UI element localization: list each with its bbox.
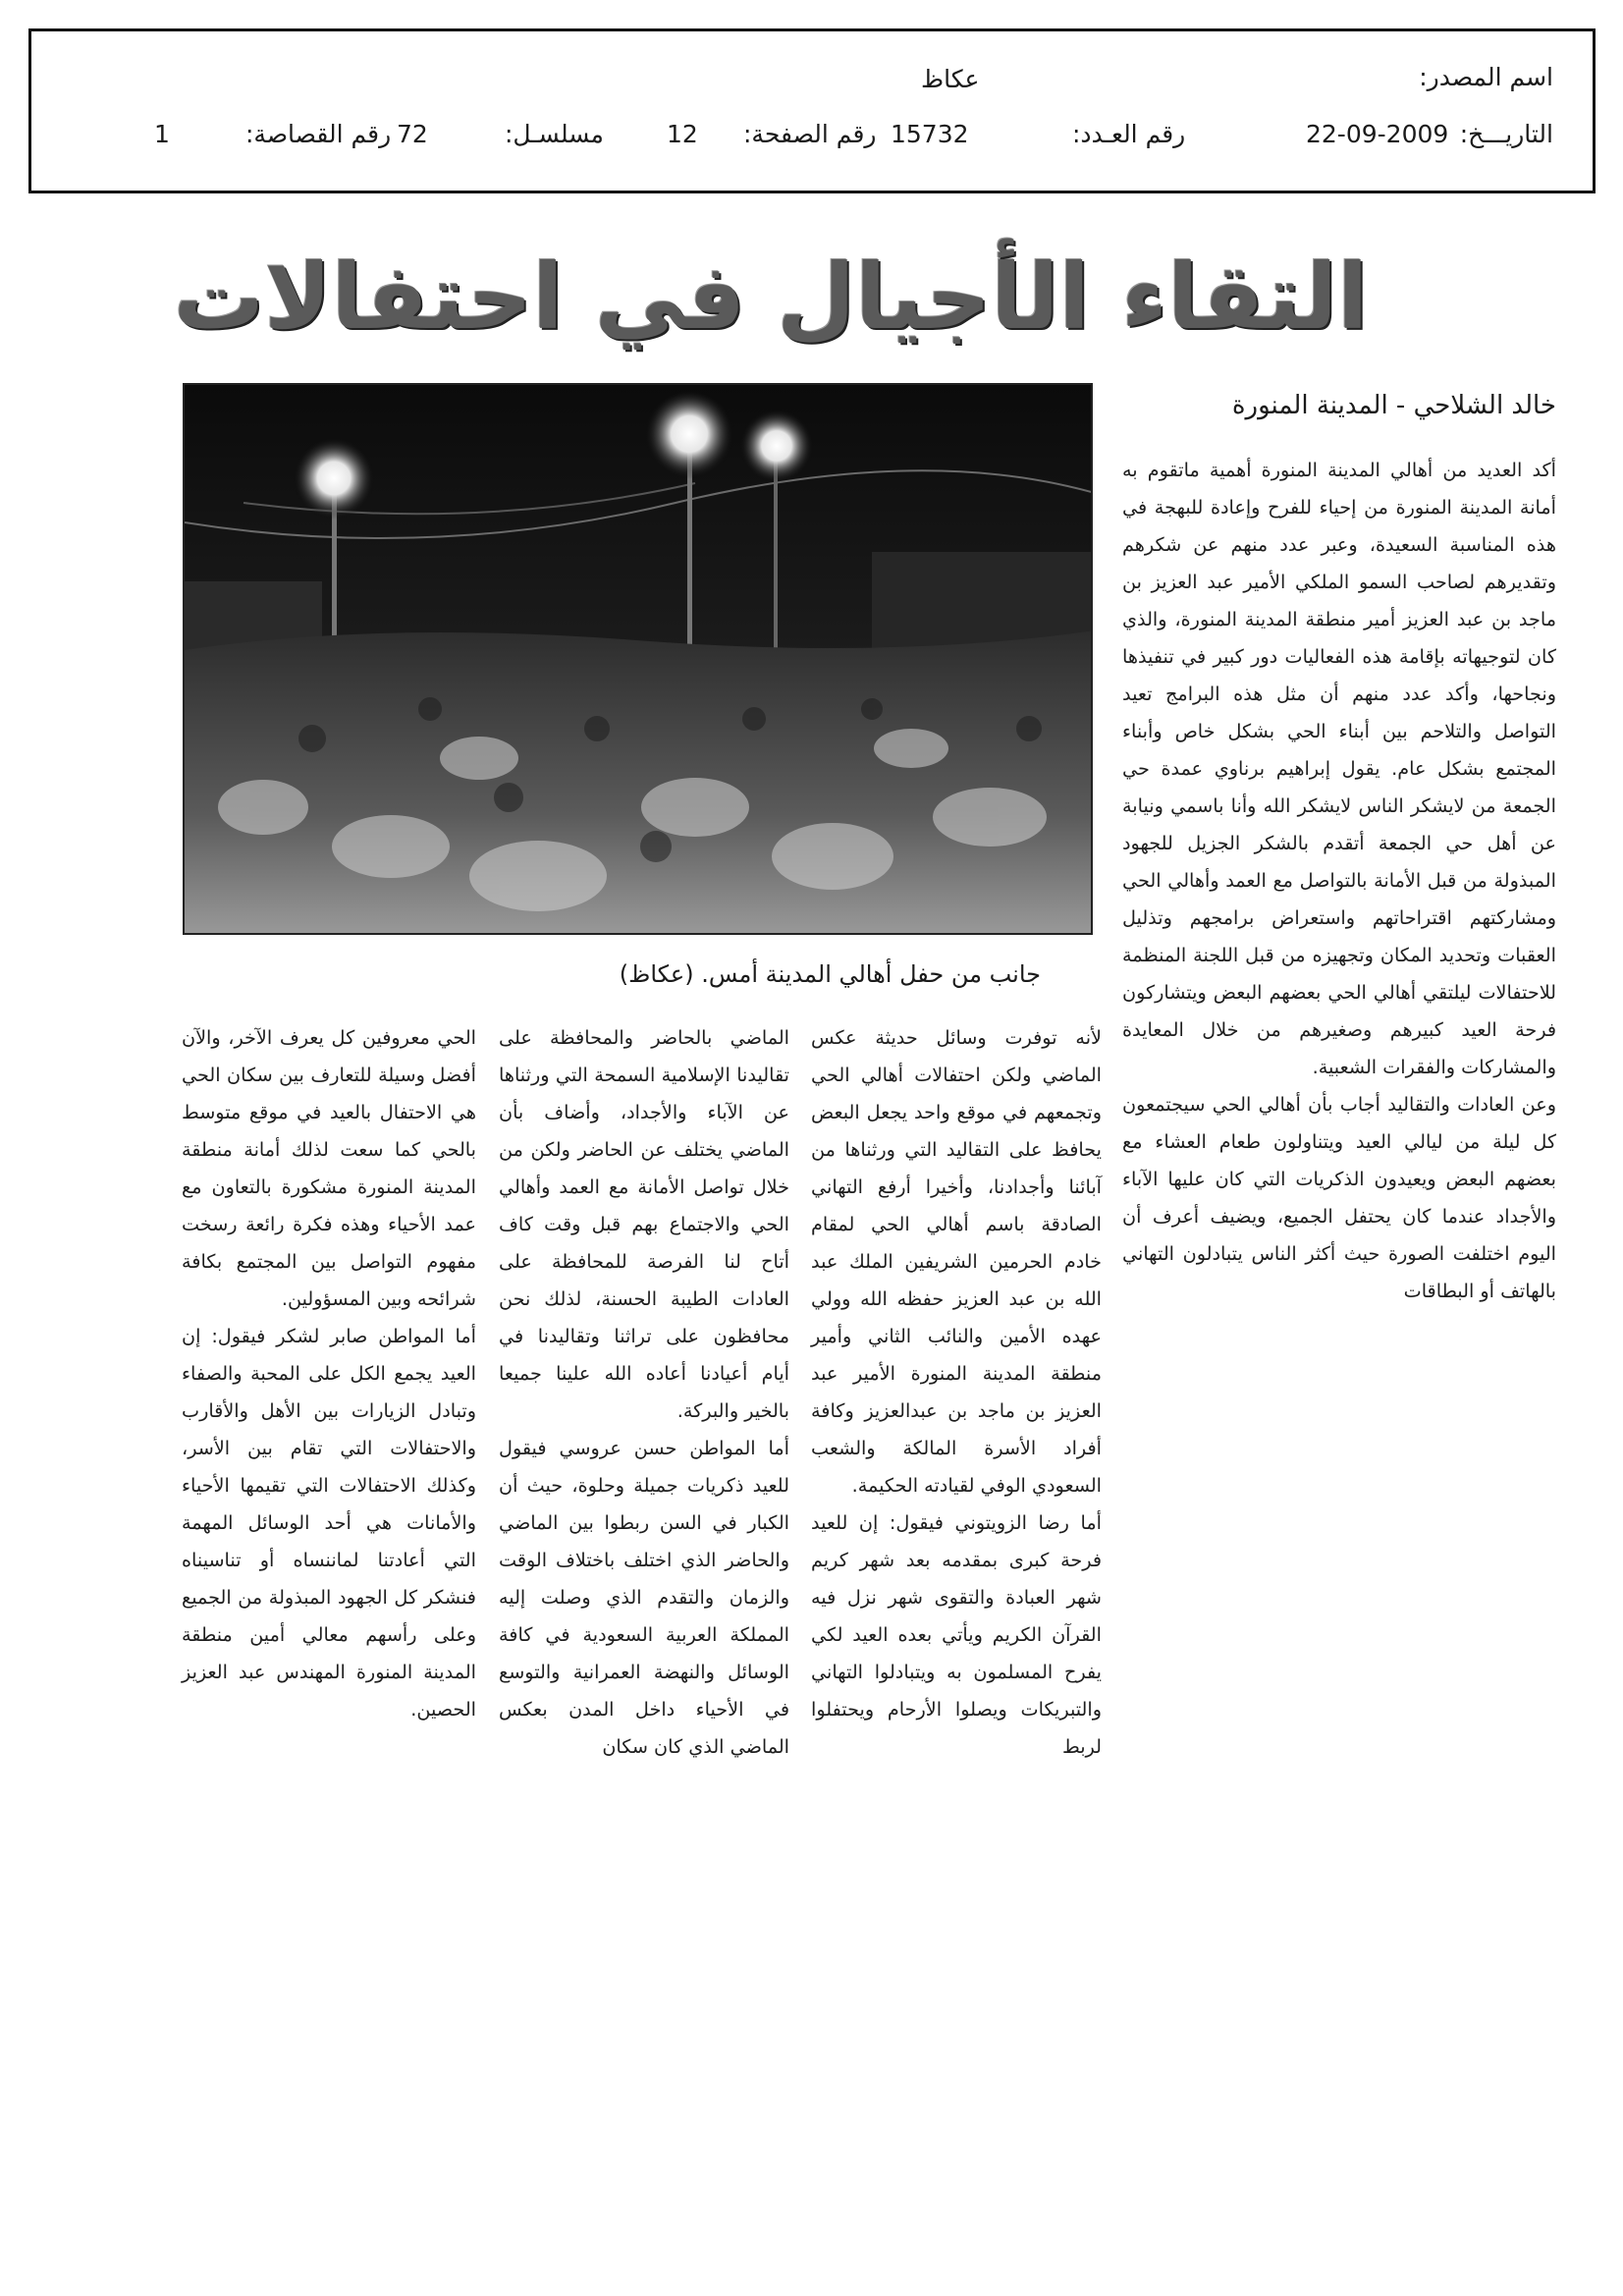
clip-label: رقم القصاصة: [245,120,392,148]
page-label: رقم الصفحة: [743,120,877,148]
source-label: اسم المصدر: [1419,63,1553,91]
serial-label: مسلسـل: [505,120,604,148]
date-label: التاريـــخ: [1459,120,1553,148]
issue-value: 15732 [891,120,969,148]
date-value: 22-09-2009 [1306,120,1449,148]
paragraph: أما رضا الزويتوني فيقول: إن للعيد فرحة كبرى بمقدمه بعد شهر كريم شهر العبادة والتقوى شهر نزل فيه القرآن الكريم ويأتي بعده العيد لكي يفرح المسلمون به ويتبادلوا التهاني والتبريكات ويصلوا الأرحام ويحتفلوا لربط [811,1511,1102,1758]
paragraph: وعن العادات والتقاليد أجاب بأن أهالي الحي سيجتمعون كل ليلة من ليالي العيد ويتناولون طعام العشاء مع بعضهم البعض ويعيدون الذكريات التي كان عليها الآباء والأجداد عندما كان يحتفل الجميع، ويضيف أعرف أن اليوم اختلفت الصورة حيث أكثر الناس يتبادلون التهاني بالهاتف أو البطاقات [1122,1093,1556,1302]
source-value: عكاظ [921,65,980,93]
paragraph: الماضي بالحاضر والمحافظة على تقاليدنا الإسلامية السمحة التي ورثناها عن الآباء والأجداد، وأضاف بأن الماضي يختلف عن الحاضر ولكن من خلال تواصل الأمانة مع العمد وأهالي الحي والاجتماع بهم قبل وقت كاف أتاح لنا الفرصة للمحافظة على العادات الطيبة الحسنة، لذلك نحن محافظون على تراثنا وتقاليدنا في أيام أعيادنا أعاده الله علينا جميعا بالخير والبركة. [499,1026,789,1422]
serial-value: 72 [397,120,428,148]
clip-value: 1 [154,120,170,148]
paragraph: لأنه توفرت وسائل حديثة عكس الماضي ولكن احتفالات أهالي الحي وتجمعهم في موقع واحد يجعل البعض يحافظ على التقاليد التي ورثناها من آبائنا وأجدادنا، وأخيرا أرفع التهاني الصادقة باسم أهالي الحي لمقام خادم الحرمين الشريفين الملك عبد الله بن عبد العزيز حفظه الله وولي عهده الأمين والنائب الثاني وأمير منطقة المدينة المنورة الأمير عبد العزيز بن ماجد بن عبدالعزيز وكافة أفراد الأسرة المالكة والشعب السعودي الوفي لقيادته الحكيمة. [811,1026,1102,1497]
article-column-1 [1122,452,1556,1310]
paragraph: أكد العديد من أهالي المدينة المنورة أهمية ماتقوم به أمانة المدينة المنورة من إحياء للفرح وإعادة للبهجة في هذه المناسبة السعيدة، وعبر عدد منهم عن شكرهم وتقديرهم لصاحب السمو الملكي الأمير عبد العزيز بن ماجد بن عبد العزيز أمير منطقة المدينة المنورة، والذي كان لتوجيهاته بإقامة هذه الفعاليات دور كبير في تنفيذها ونجاحها، وأكد عدد منهم أن مثل هذه البرامج تعيد التواصل والتلاحم بين أبناء الحي بشكل خاص وأبناء المجتمع بشكل عام. يقول إبراهيم برناوي عمدة حي الجمعة من لايشكر الناس لايشكر الله وأنا باسمي ونيابة عن أهل حي الجمعة أتقدم بالشكر الجزيل للجهود المبذولة من قبل الأمانة بالتواصل مع العمد وأهالي الحي ومشاركتهم اقتراحاتهم واستعراض برامجهم وتذليل العقبات وتحديد المكان وتجهيزه من قبل اللجنة المنظمة للاحتفالات ليلتقي أهالي الحي بعضهم البعض ويتشاركون فرحة العيد كبيرهم وصغيرهم من خلال المعايدة والمشاركات والفقرات الشعبية. [1122,459,1556,1078]
celebration-photo [183,383,1093,935]
article-headline: التقاء الأجيال في احتفالات [173,245,1369,350]
article-column-4 [182,1019,476,1728]
paragraph: أما المواطن صابر لشكر فيقول: إن العيد يجمع الكل على المحبة والصفاء وتبادل الزيارات بين الأهل والأقارب والاحتفالات التي تقام بين الأسر، وكذلك الاحتفالات التي تقيمها الأحياء والأمانات هي أحد الوسائل المهمة التي أعادتنا لماننساه أو تناسيناه فنشكر كل الجهود المبذولة من الجميع وعلى رأسهم معالي أمين منطقة المدينة المنورة المهندس عبد العزيز الحصين. [182,1325,476,1721]
photo-caption: جانب من حفل أهالي المدينة أمس. (عكاظ) [619,960,1041,988]
article-column-2 [811,1019,1102,1766]
paragraph: الحي معروفين كل يعرف الآخر، والآن أفضل وسيلة للتعارف بين سكان الحي هي الاحتفال بالعيد في موقع متوسط بالحي كما سعت لذلك أمانة منطقة المدينة المنورة مشكورة بالتعاون مع عمد الأحياء وهذه فكرة رائعة رسخت مفهوم التواصل بين المجتمع بكافة شرائحه وبين المسؤولين. [182,1026,476,1310]
article-byline: خالد الشلاحي - المدينة المنورة [1231,391,1556,420]
issue-label: رقم العـدد: [1072,120,1186,148]
paragraph: أما المواطن حسن عروسي فيقول للعيد ذكريات جميلة وحلوة، حيث أن الكبار في السن ربطوا بين الماضي والحاضر الذي اختلف باختلاف الوقت والزمان والتقدم الذي وصلت إليه المملكة العربية السعودية في كافة الوسائل والنهضة العمرانية والتوسع في الأحياء داخل المدن بعكس الماضي الذي كان سكان [499,1437,789,1758]
page-value: 12 [667,120,698,148]
crowd-night-scene [185,385,1093,935]
clipping-header [28,28,1596,193]
article-column-3 [499,1019,789,1766]
